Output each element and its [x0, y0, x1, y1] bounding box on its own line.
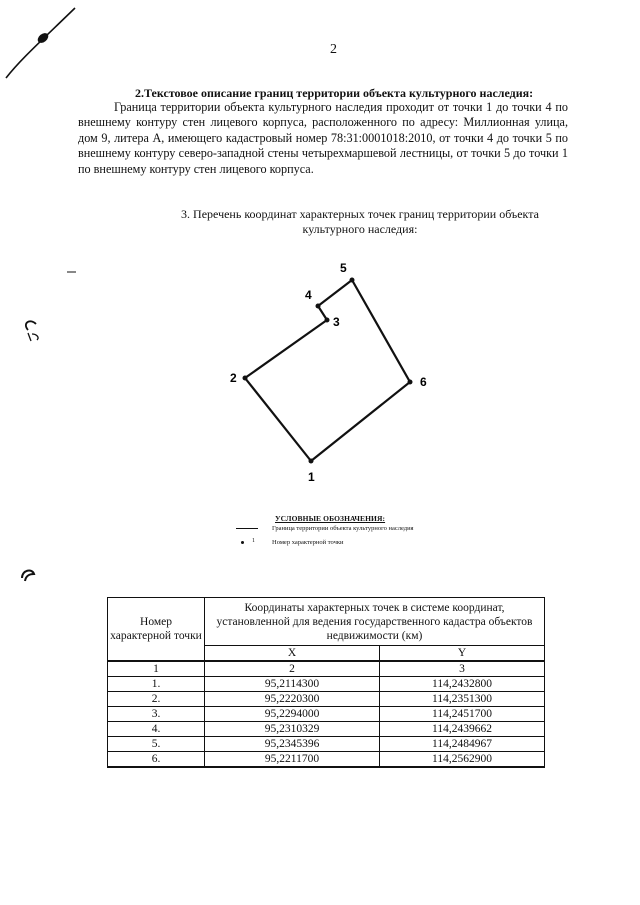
point-2-label: 2 — [230, 371, 237, 385]
y-cell: 114,2484967 — [380, 737, 545, 752]
header-y: Y — [380, 646, 545, 662]
legend-point-label: Номер характерной точки — [272, 539, 344, 546]
point-6-marker — [408, 380, 413, 385]
header-x: X — [205, 646, 380, 662]
x-cell: 95,2211700 — [205, 752, 380, 768]
table-row — [108, 737, 545, 752]
x-cell: 95,2345396 — [205, 737, 380, 752]
handwritten-mark — [22, 571, 34, 581]
point-cell: 3. — [108, 707, 205, 722]
point-1-marker — [309, 459, 314, 464]
coordinates-table — [107, 597, 545, 768]
column-number-cell: 1 — [108, 661, 205, 677]
column-number-cell: 3 — [380, 661, 545, 677]
section2-body: Граница территории объекта культурного наследия проходит от точки 1 до точки 4 по внешнему контуру стен лицевого корпуса, расположенного по адресу: Миллионная улица, дом 9, литера А, имеющего кадастровый номер 78:31:0001018:2010, от точки 4 до точки 5 по внешнему контуру северо-западной стены четырехмаршевой лестницы, от точки 5 до точки 1 по внешнему контуру стен лицевого корпуса. — [78, 100, 568, 176]
point-6-label: 6 — [420, 375, 427, 389]
table-row — [108, 692, 545, 707]
column-number-row — [108, 661, 545, 677]
point-cell: 6. — [108, 752, 205, 768]
y-cell: 114,2351300 — [380, 692, 545, 707]
boundary-line — [245, 280, 410, 461]
legend-title: УСЛОВНЫЕ ОБОЗНАЧЕНИЯ: — [275, 514, 386, 523]
legend-line-symbol — [236, 528, 258, 529]
table-row — [108, 677, 545, 692]
point-cell: 2. — [108, 692, 205, 707]
header-point-number: Номер характерной точки — [108, 598, 205, 662]
point-cell: 1. — [108, 677, 205, 692]
legend-point-number: 1 — [252, 538, 255, 544]
point-5-marker — [350, 278, 355, 283]
handwritten-initials-mark — [26, 321, 38, 341]
point-cell: 5. — [108, 737, 205, 752]
point-3-marker — [325, 318, 330, 323]
y-cell: 114,2432800 — [380, 677, 545, 692]
x-cell: 95,2220300 — [205, 692, 380, 707]
header-coordinates: Координаты характерных точек в системе координат, установленной для ведения государственного кадастра объектов недвижимости (км) — [205, 598, 545, 646]
column-number-cell: 2 — [205, 661, 380, 677]
legend-point-symbol — [241, 541, 244, 544]
point-5-label: 5 — [340, 261, 347, 275]
point-4-marker — [316, 304, 321, 309]
x-cell: 95,2310329 — [205, 722, 380, 737]
point-cell: 4. — [108, 722, 205, 737]
page-number: 2 — [330, 42, 337, 57]
section2-heading-text: 2.Текстовое описание границ территории объекта культурного наследия: — [135, 86, 534, 100]
point-4-label: 4 — [305, 288, 312, 302]
y-cell: 114,2562900 — [380, 752, 545, 768]
point-2-marker — [243, 376, 248, 381]
y-cell: 114,2439662 — [380, 722, 545, 737]
legend-line-label: Граница территории объекта культурного наследия — [272, 525, 414, 532]
table-row — [108, 707, 545, 722]
x-cell: 95,2114300 — [205, 677, 380, 692]
section3-heading: 3. Перечень координат характерных точек границ территории объекта культурного наследия: — [181, 207, 539, 236]
point-3-label: 3 — [333, 315, 340, 329]
x-cell: 95,2294000 — [205, 707, 380, 722]
table-row — [108, 722, 545, 737]
y-cell: 114,2451700 — [380, 707, 545, 722]
point-1-label: 1 — [308, 470, 315, 484]
table-row — [108, 752, 545, 768]
pen-stroke-mark — [6, 8, 75, 78]
